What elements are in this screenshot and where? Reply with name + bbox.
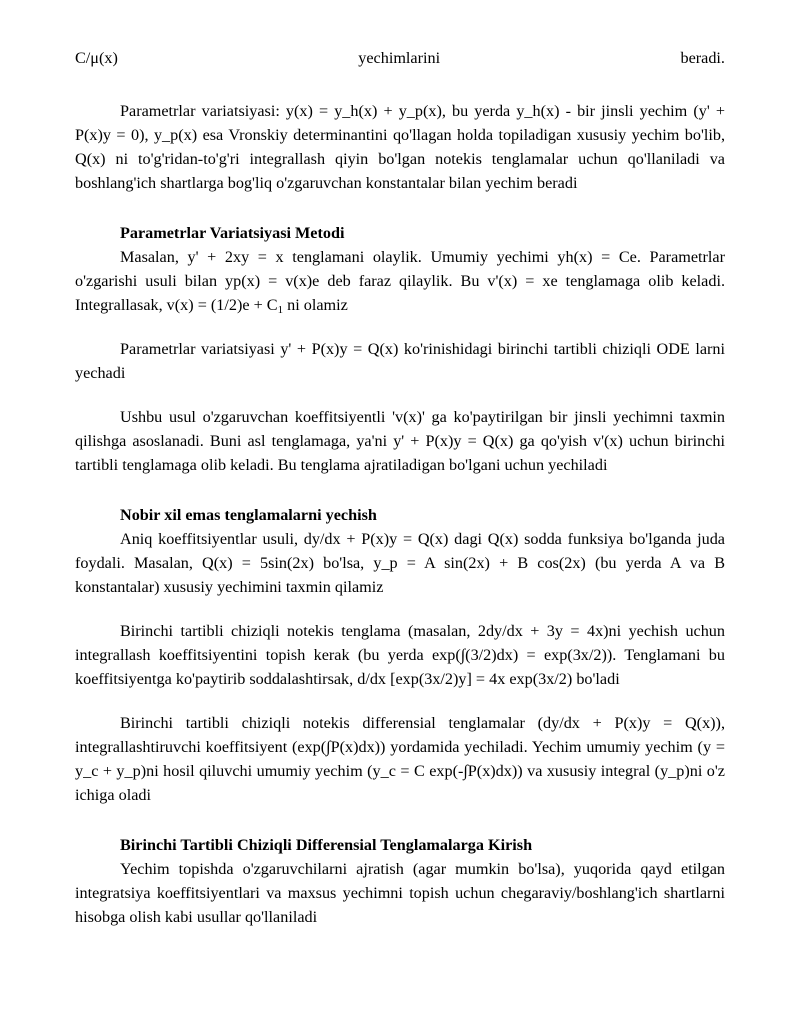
top-line: [75, 43, 725, 73]
paragraph-2-tail: ni olamiz: [283, 296, 348, 314]
paragraph-3: Parametrlar variatsiyasi y' + P(x)y = Q(x) ko'rinishidagi birinchi tartibli chiziqli ODE larni yechadi: [75, 340, 725, 382]
top-line-left: C/μ(x): [75, 49, 118, 67]
top-line-right: beradi.: [680, 49, 725, 67]
paragraph-7: Birinchi tartibli chiziqli notekis differensial tenglamalar (dy/dx + P(x)y = Q(x)), integrallashtiruvchi koeffitsiyent (exp(∫P(x)dx)) yordamida yechiladi. Yechim umumiy yechim (y = y_c + y_p)ni hosil qiluvchi umumiy yechim (y_c = C exp(-∫P(x)dx)) va xususiy integral (y_p)ni o'z ichiga oladi: [75, 714, 725, 804]
paragraph-1: Parametrlar variatsiyasi: y(x) = y_h(x) + y_p(x), bu yerda y_h(x) - bir jinsli yechim (y' + P(x)y = 0), y_p(x) esa Vronskiy determinantini qo'llagan holda topiladigan xususiy yechim bo'lib, Q(x) ni to'g'ridan-to'g'ri integrallash qiyin bo'lgan notekis tenglamalar uchun qo'llaniladi va boshlang'ich shartlarga bog'liq o'zgaruvchan konstantalar bilan yechim beradi: [75, 102, 725, 192]
heading-2: Nobir xil emas tenglamalarni yechish: [120, 506, 377, 524]
top-line-middle: yechimlarini: [358, 49, 441, 67]
paragraph-2-subscript: 1: [277, 304, 284, 316]
document-page: [75, 43, 725, 929]
paragraph-6: Birinchi tartibli chiziqli notekis tenglama (masalan, 2dy/dx + 3y = 4x)ni yechish uchun integrallash koeffitsiyentini topish kerak (bu yerda exp(∫(3/2)dx) = exp(3x/2)). Tenglamani bu koeffitsiyentga ko'paytirib soddalashtirsak, d/dx [exp(3x/2)y] = 4x exp(3x/2) bo'ladi: [75, 622, 725, 688]
paragraph-4: Ushbu usul o'zgaruvchan koeffitsiyentli 'v(x)' ga ko'paytirilgan bir jinsli yechimni taxmin qilishga asoslanadi. Buni asl tenglamaga, ya'ni y' + P(x)y = Q(x) ga qo'yish v'(x) uchun birinchi tartibli tenglamaga olib keladi. Bu tenglama ajratiladigan bo'lgani uchun yechiladi: [75, 408, 725, 474]
heading-3: Birinchi Tartibli Chiziqli Differensial Tenglamalarga Kirish: [120, 836, 533, 854]
paragraph-2-main: Masalan, y' + 2xy = x tenglamani olaylik. Umumiy yechimi yh(x) = Ce. Parametrlar o'zgarishi usuli bilan yp(x) = v(x)e deb faraz qilaylik. Bu v'(x) = xe tenglamaga olib keladi. Integrallasak, v(x) = (1/2)e + C: [75, 248, 725, 314]
paragraph-8: Yechim topishda o'zgaruvchilarni ajratish (agar mumkin bo'lsa), yuqorida qayd etilgan integratsiya koeffitsiyentlari va maxsus yechimni topish uchun chegaraviy/boshlang'ich shartlarni hisobga olish kabi usullar qo'llaniladi: [75, 860, 725, 926]
paragraph-5: Aniq koeffitsiyentlar usuli, dy/dx + P(x)y = Q(x) dagi Q(x) sodda funksiya bo'lganda juda foydali. Masalan, Q(x) = 5sin(2x) bo'lsa, y_p = A sin(2x) + B cos(2x) (bu yerda A va B konstantalar) xususiy yechimini taxmin qilamiz: [75, 530, 725, 596]
paragraph-2: [75, 245, 725, 317]
heading-1: Parametrlar Variatsiyasi Metodi: [120, 224, 345, 242]
